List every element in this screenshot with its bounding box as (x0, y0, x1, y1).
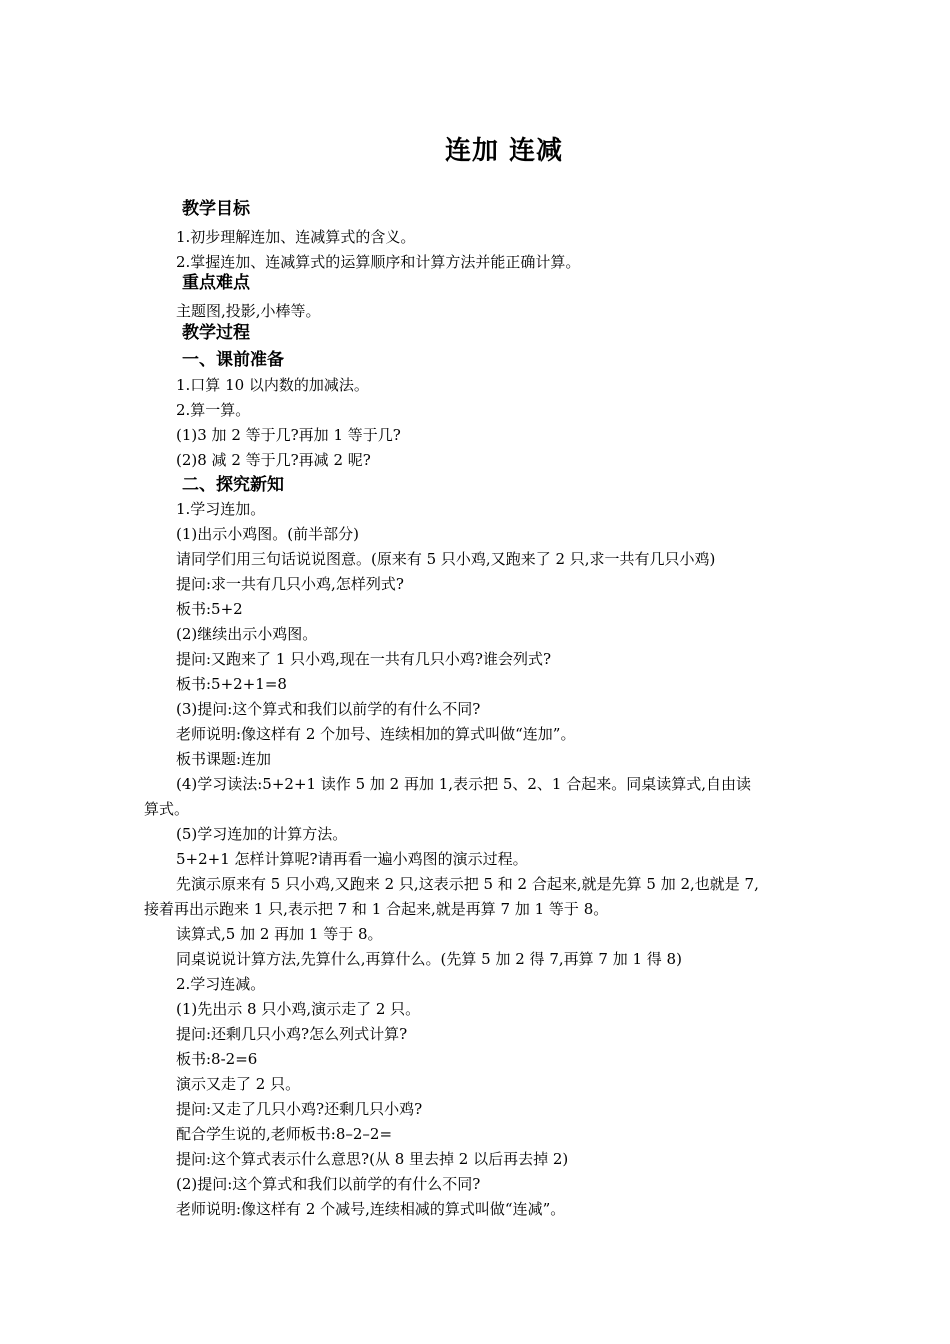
text-line: 提问:求一共有几只小鸡,怎样列式? (176, 575, 404, 593)
text-line: (3)提问:这个算式和我们以前学的有什么不同? (176, 700, 481, 718)
text-line: 接着再出示跑来 1 只,表示把 7 和 1 合起来,就是再算 7 加 1 等于 8。 (144, 900, 609, 918)
text-line: (4)学习读法:5+2+1 读作 5 加 2 再加 1,表示把 5、2、1 合起来。同桌读算式,自由读 (176, 775, 752, 793)
text-line: 2.掌握连加、连减算式的运算顺序和计算方法并能正确计算。 (176, 253, 581, 271)
document-title: 连加 连减 (444, 136, 564, 166)
text-line: (1)3 加 2 等于几?再加 1 等于几? (176, 426, 401, 444)
text-line: 老师说明:像这样有 2 个加号、连续相加的算式叫做“连加”。 (176, 725, 576, 743)
text-line: 同桌说说计算方法,先算什么,再算什么。(先算 5 加 2 得 7,再算 7 加 1 得 8) (176, 950, 682, 968)
text-line: (1)出示小鸡图。(前半部分) (176, 525, 359, 543)
text-line: 1.学习连加。 (176, 500, 266, 518)
text-line: 板书:5+2+1=8 (176, 675, 287, 693)
text-line: 1.口算 10 以内数的加减法。 (176, 376, 369, 394)
text-line: 老师说明:像这样有 2 个减号,连续相减的算式叫做“连减”。 (176, 1200, 566, 1218)
text-line: 板书:8-2=6 (176, 1050, 258, 1068)
text-line: (2)8 减 2 等于几?再减 2 呢? (176, 451, 371, 469)
text-line: 1.初步理解连加、连减算式的含义。 (176, 228, 416, 246)
text-line: 提问:又走了几只小鸡?还剩几只小鸡? (176, 1100, 423, 1118)
text-line: (5)学习连加的计算方法。 (176, 825, 348, 843)
section-heading-2: 二、探究新知 (182, 475, 284, 495)
text-line: 提问:还剩几只小鸡?怎么列式计算? (176, 1025, 408, 1043)
heading-teaching-process: 教学过程 (182, 323, 250, 343)
text-line: 5+2+1 怎样计算呢?请再看一遍小鸡图的演示过程。 (176, 850, 528, 868)
text-line: (2)继续出示小鸡图。 (176, 625, 318, 643)
text-line: 演示又走了 2 只。 (176, 1075, 301, 1093)
text-line: 提问:这个算式表示什么意思?(从 8 里去掉 2 以后再去掉 2) (176, 1150, 569, 1168)
heading-key-points: 重点难点 (182, 273, 250, 293)
text-line: 主题图,投影,小棒等。 (176, 302, 321, 320)
text-line: 读算式,5 加 2 再加 1 等于 8。 (176, 925, 383, 943)
text-line: 配合学生说的,老师板书:8–2–2= (176, 1125, 393, 1143)
text-line: 板书:5+2 (176, 600, 243, 618)
text-line: 2.算一算。 (176, 401, 251, 419)
text-line: 请同学们用三句话说说图意。(原来有 5 只小鸡,又跑来了 2 只,求一共有几只小鸡) (176, 550, 716, 568)
text-line: (2)提问:这个算式和我们以前学的有什么不同? (176, 1175, 481, 1193)
text-line: 提问:又跑来了 1 只小鸡,现在一共有几只小鸡?谁会列式? (176, 650, 551, 668)
text-line: 板书课题:连加 (176, 750, 272, 768)
text-line: 先演示原来有 5 只小鸡,又跑来 2 只,这表示把 5 和 2 合起来,就是先算 5 加 2,也就是 7, (176, 875, 759, 893)
text-line: (1)先出示 8 只小鸡,演示走了 2 只。 (176, 1000, 421, 1018)
text-line: 算式。 (144, 800, 190, 818)
text-line: 2.学习连减。 (176, 975, 266, 993)
heading-teaching-goals: 教学目标 (182, 199, 250, 219)
section-heading-1: 一、课前准备 (182, 350, 284, 370)
